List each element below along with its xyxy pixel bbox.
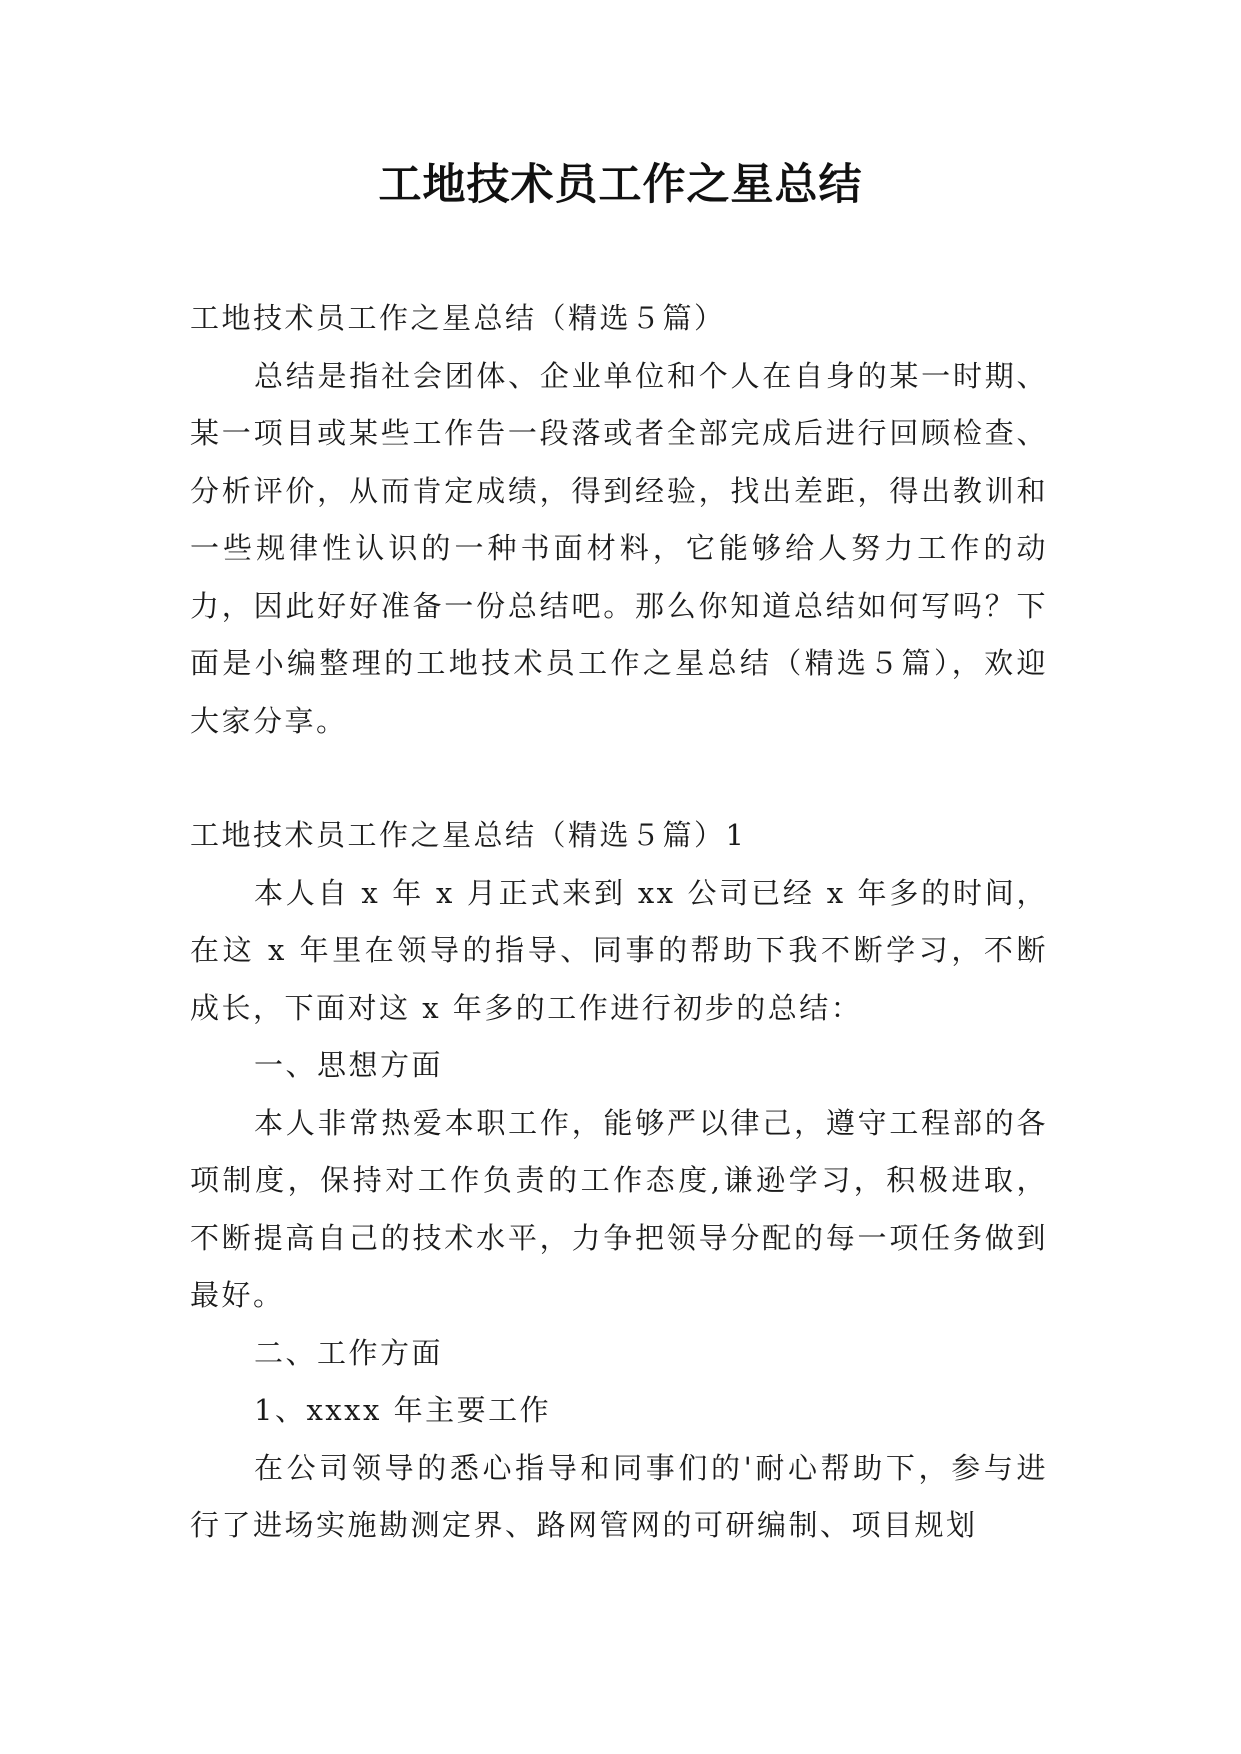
section-intro-paragraph: 本人自 x 年 x 月正式来到 xx 公司已经 x 年多的时间，在这 x 年里在领导的指导、同事的帮助下我不断学习，不断成长，下面对这 x 年多的工作进行初步的总结：	[190, 875, 1048, 1025]
work-item-paragraph: 在公司领导的悉心指导和同事们的'耐心帮助下，参与进行了进场实施勘测定界、路网管网的可研编制、项目规划	[190, 1450, 1048, 1542]
document-title: 工地技术员工作之星总结	[378, 160, 863, 210]
intro-paragraph: 总结是指社会团体、企业单位和个人在自身的某一时期、某一项目或某些工作告一段落或者全部完成后进行回顾检查、分析评价，从而肯定成绩，得到经验，找出差距，得出教训和一些规律性认识的一种书面材料，它能够给人努力工作的动力，因此好好准备一份总结吧。那么你知道总结如何写吗？下面是小编整理的工地技术员工作之星总结（精选５篇），欢迎大家分享。	[190, 358, 1048, 738]
paragraph-gap	[190, 750, 1048, 807]
document-subtitle: 工地技术员工作之星总结（精选５篇）	[190, 301, 726, 335]
section-heading: 工地技术员工作之星总结（精选５篇）1	[190, 818, 747, 852]
work-item-heading: 1、xxxx 年主要工作	[254, 1393, 552, 1427]
document-body	[190, 290, 1048, 1555]
subsection-heading-work: 二、工作方面	[254, 1335, 444, 1370]
thought-paragraph: 本人非常热爱本职工作，能够严以律己，遵守工程部的各项制度，保持对工作负责的工作态度,谦逊学习，积极进取，不断提高自己的技术水平，力争把领导分配的每一项任务做到最好。	[190, 1105, 1048, 1312]
subsection-heading-thought: 一、思想方面	[254, 1048, 444, 1082]
